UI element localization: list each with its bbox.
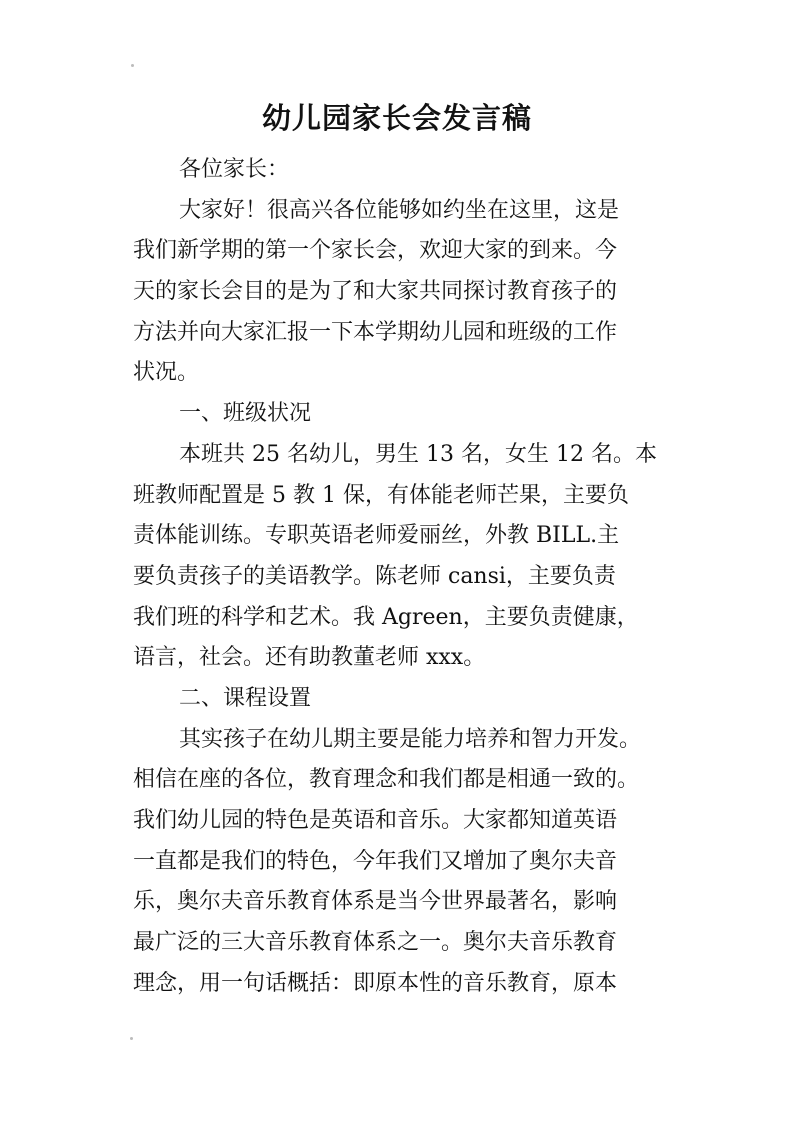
paragraph-line: 理念，用一句话概括：即原本性的音乐教育，原本 bbox=[133, 970, 618, 996]
section-heading: 一、班级状况 bbox=[179, 401, 312, 427]
document-body bbox=[133, 150, 663, 1004]
section-heading: 二、课程设置 bbox=[179, 685, 312, 711]
paragraph-line: 我们班的科学和艺术。我 Agreen，主要负责健康， bbox=[133, 604, 639, 630]
paragraph-line: 要负责孩子的美语教学。陈老师 cansi，主要负责 bbox=[133, 563, 616, 589]
paragraph-line: 语言，社会。还有助教董老师 xxx。 bbox=[133, 645, 486, 671]
page-corner-mark-bottom bbox=[130, 1037, 133, 1040]
paragraph-line: 天的家长会目的是为了和大家共同探讨教育孩子的 bbox=[133, 279, 618, 305]
paragraph-line: 状况。 bbox=[133, 360, 200, 386]
paragraph-line: 责体能训练。专职英语老师爱丽丝，外教 BILL.主 bbox=[133, 523, 620, 549]
paragraph-line: 班教师配置是 5 教 1 保，有体能老师芒果，主要负 bbox=[133, 482, 629, 508]
paragraph-line: 我们幼儿园的特色是英语和音乐。大家都知道英语 bbox=[133, 808, 618, 833]
paragraph-line: 其实孩子在幼儿期主要是能力培养和智力开发。 bbox=[179, 726, 642, 752]
paragraph-line: 我们新学期的第一个家长会，欢迎大家的到来。今 bbox=[133, 238, 618, 264]
paragraph-line: 方法并向大家汇报一下本学期幼儿园和班级的工作 bbox=[133, 319, 618, 345]
paragraph-line: 相信在座的各位，教育理念和我们都是相通一致的。 bbox=[133, 767, 640, 793]
page-corner-mark-top bbox=[131, 64, 134, 67]
document-title: 幼儿园家长会发言稿 bbox=[261, 101, 532, 135]
paragraph-line: 乐，奥尔夫音乐教育体系是当今世界最著名，影响 bbox=[133, 889, 618, 915]
paragraph-line: 本班共 25 名幼儿，男生 13 名，女生 12 名。本 bbox=[179, 441, 657, 467]
paragraph-line: 一直都是我们的特色，今年我们又增加了奥尔夫音 bbox=[133, 848, 618, 874]
paragraph-line: 最广泛的三大音乐教育体系之一。奥尔夫音乐教育 bbox=[133, 930, 618, 956]
paragraph-line: 大家好！很高兴各位能够如约坐在这里，这是 bbox=[179, 197, 620, 223]
salutation-line: 各位家长： bbox=[179, 157, 290, 182]
